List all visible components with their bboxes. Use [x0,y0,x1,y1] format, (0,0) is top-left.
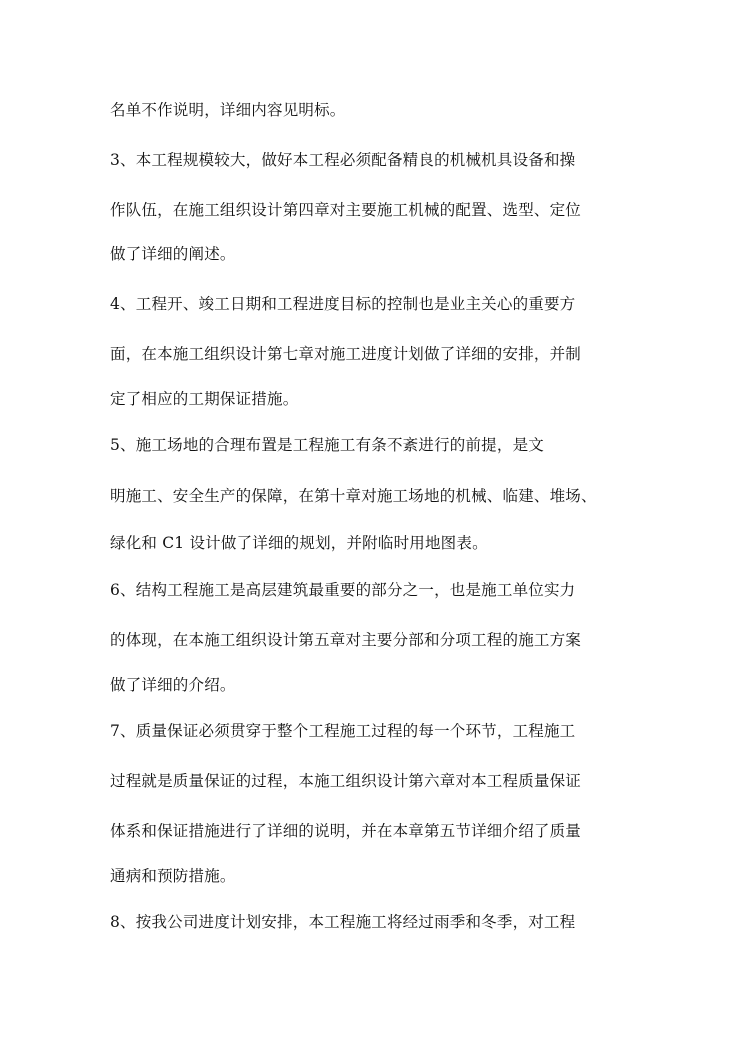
text-line: 的体现，在本施工组织设计第五章对主要分部和分项工程的施工方案 [110,631,582,649]
text-line: 绿化和 C1 设计做了详细的规划，并附临时用地图表。 [110,534,488,552]
text-line: 做了详细的阐述。 [110,245,236,263]
text-line: 定了相应的工期保证措施。 [110,390,299,408]
text-line: 体系和保证措施进行了详细的说明，并在本章第五节详细介绍了质量 [110,822,582,840]
text-line: 8、按我公司进度计划安排，本工程施工将经过雨季和冬季，对工程 [110,913,576,931]
text-line: 3、本工程规模较大，做好本工程必须配备精良的机械机具设备和操 [110,151,576,169]
text-line: 明施工、安全生产的保障，在第十章对施工场地的机械、临建、堆场、 [110,487,597,505]
text-line: 名单不作说明，详细内容见明标。 [110,101,346,119]
text-line: 过程就是质量保证的过程，本施工组织设计第六章对本工程质量保证 [110,772,582,790]
text-line: 通病和预防措施。 [110,867,236,885]
text-line: 4、工程开、竣工日期和工程进度目标的控制也是业主关心的重要方 [110,295,576,313]
text-line: 面，在本施工组织设计第七章对施工进度计划做了详细的安排，并制 [110,345,582,363]
text-line: 5、施工场地的合理布置是工程施工有条不紊进行的前提，是文 [110,436,544,454]
text-line: 7、质量保证必须贯穿于整个工程施工过程的每一个环节，工程施工 [110,722,576,740]
text-line: 作队伍，在施工组织设计第四章对主要施工机械的配置、选型、定位 [110,201,582,219]
text-line: 6、结构工程施工是高层建筑最重要的部分之一，也是施工单位实力 [110,581,576,599]
text-line: 做了详细的介绍。 [110,676,236,694]
